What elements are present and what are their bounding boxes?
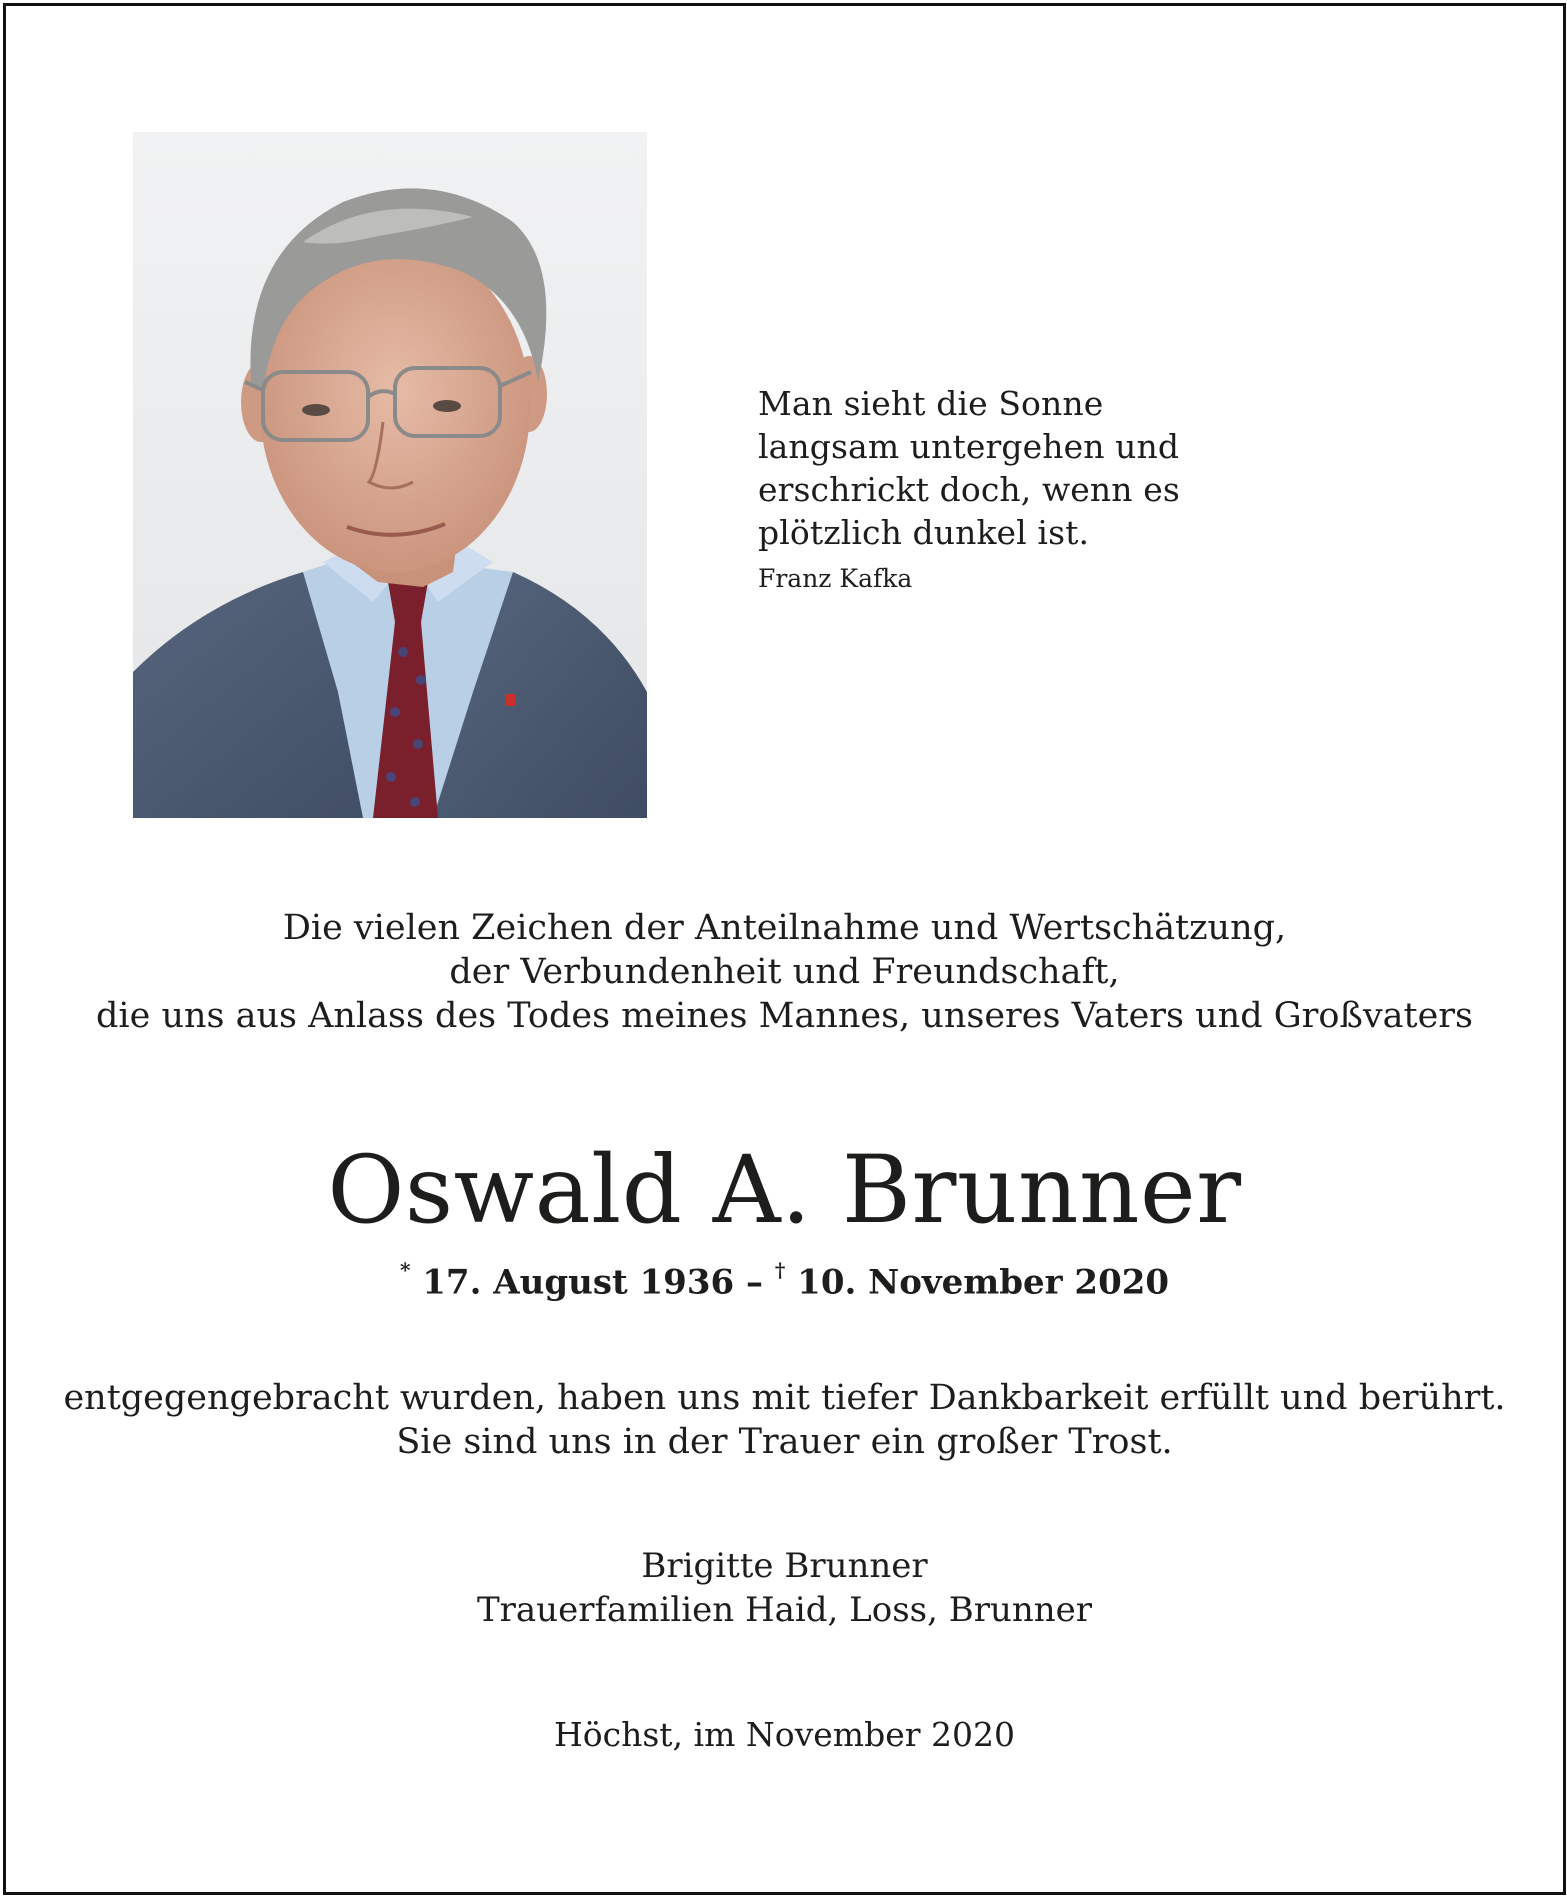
place-date: Höchst, im November 2020 (553, 1715, 1015, 1754)
signature-line: Brigitte Brunner (641, 1546, 928, 1586)
quote-text (758, 382, 1278, 554)
date-separator: – (746, 1262, 763, 1303)
signature-line: Trauerfamilien Haid, Loss, Brunner (476, 1590, 1093, 1630)
quote-line: plötzlich dunkel ist. (758, 513, 1090, 552)
portrait-photo (133, 132, 647, 818)
death-date: 10. November 2020 (797, 1262, 1170, 1303)
intro-line: der Verbundenheit und Freundschaft, (449, 952, 1120, 992)
thanks-line: entgegengebracht wurden, haben uns mit tiefer Dankbarkeit erfüllt und berührt. (63, 1378, 1506, 1418)
thanks-text (6, 1376, 1563, 1464)
birth-date: 17. August 1936 (422, 1262, 735, 1303)
birth-symbol: * (399, 1258, 411, 1282)
signatures (6, 1544, 1563, 1632)
intro-line: Die vielen Zeichen der Anteilnahme und Wertschätzung, (282, 908, 1287, 948)
intro-text (6, 906, 1563, 1038)
thanks-line: Sie sind uns in der Trauer ein großer Trost. (396, 1422, 1173, 1462)
intro-line: die uns aus Anlass des Todes meines Mannes, unseres Vaters und Großvaters (96, 996, 1473, 1036)
death-symbol: † (774, 1258, 786, 1282)
quote-line: Man sieht die Sonne (758, 384, 1104, 423)
deceased-name: Oswald A. Brunner (327, 1136, 1242, 1245)
quote-line: erschrickt doch, wenn es (758, 470, 1180, 509)
quote-line: langsam untergehen und (758, 427, 1180, 466)
quote-author: Franz Kafka (758, 564, 913, 593)
life-dates (6, 1251, 1563, 1305)
obituary-card (3, 3, 1566, 1895)
